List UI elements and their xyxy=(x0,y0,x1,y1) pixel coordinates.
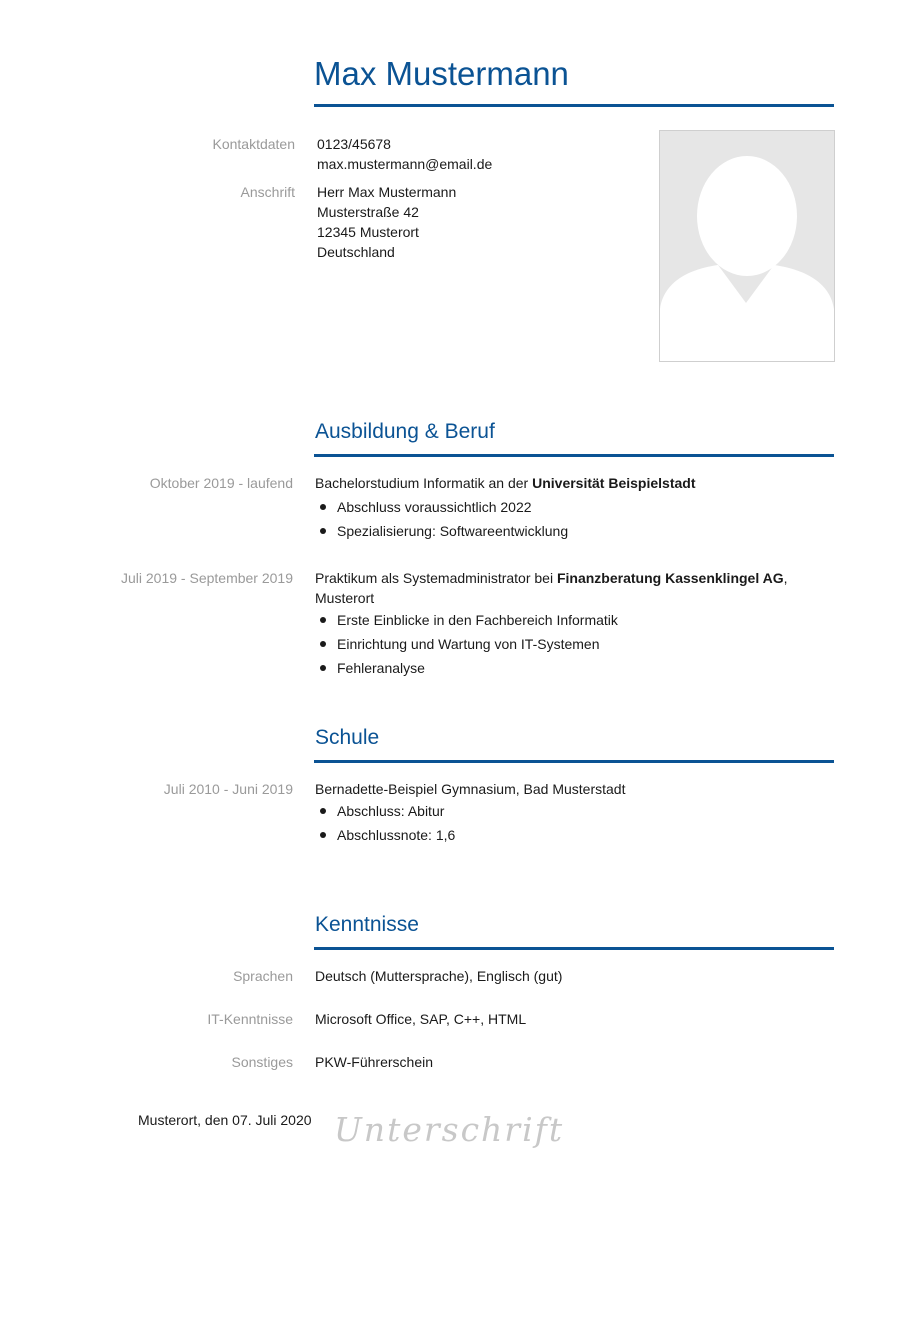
phone-number: 0123/45678 xyxy=(317,136,391,152)
entry-text: Bachelorstudium Informatik an der xyxy=(315,475,533,491)
skill-label: IT-Kenntnisse xyxy=(207,1011,293,1027)
entry-text-suffix: , xyxy=(783,570,788,586)
section-title-skills: Kenntnisse xyxy=(315,913,419,936)
signature: Unterschrift xyxy=(334,1110,565,1149)
entry-date: Oktober 2019 - laufend xyxy=(149,475,293,491)
entry-text: Praktikum als Systemadministrator bei xyxy=(315,570,557,586)
list-item: Abschluss: Abitur xyxy=(315,799,625,823)
section-divider xyxy=(314,760,834,763)
education-entry xyxy=(315,568,788,680)
section-title-education: Ausbildung & Beruf xyxy=(315,420,495,443)
section-title-school: Schule xyxy=(315,726,380,749)
entry-date: Juli 2019 - September 2019 xyxy=(121,570,293,586)
skill-label: Sonstiges xyxy=(231,1054,293,1070)
entry-date: Juli 2010 - Juni 2019 xyxy=(163,781,293,797)
skill-label: Sprachen xyxy=(233,968,293,984)
list-item: Erste Einblicke in den Fachbereich Informatik xyxy=(315,608,788,632)
skill-value: Deutsch (Muttersprache), Englisch (gut) xyxy=(315,968,563,984)
place-date: Musterort, den 07. Juli 2020 xyxy=(138,1112,312,1128)
company-name: Finanzberatung Kassenklingel AG xyxy=(556,570,784,586)
entry-description xyxy=(315,568,788,588)
profile-photo xyxy=(659,130,835,362)
address-line: Herr Max Mustermann xyxy=(317,184,457,200)
entry-description: Bernadette-Beispiel Gymnasium, Bad Musterstadt xyxy=(315,781,626,797)
list-item: Einrichtung und Wartung von IT-Systemen xyxy=(315,632,788,656)
contact-block xyxy=(317,134,492,174)
title-divider xyxy=(314,104,834,107)
address-block xyxy=(317,182,456,262)
email-address: max.mustermann@email.de xyxy=(317,156,493,172)
entry-location: Musterort xyxy=(315,590,375,606)
entry-bullets xyxy=(315,608,788,680)
address-label: Anschrift xyxy=(240,184,295,200)
entry-bullets xyxy=(315,495,696,543)
list-item: Abschluss voraussichtlich 2022 xyxy=(315,495,696,519)
list-item: Spezialisierung: Softwareentwicklung xyxy=(315,519,696,543)
address-line: 12345 Musterort xyxy=(317,224,419,240)
entry-description xyxy=(315,473,696,493)
skill-value: Microsoft Office, SAP, C++, HTML xyxy=(315,1011,527,1027)
skill-value: PKW-Führerschein xyxy=(315,1054,434,1070)
institution-name: Universität Beispielstadt xyxy=(532,475,696,491)
person-silhouette-icon xyxy=(660,131,834,361)
entry-bullets xyxy=(315,799,625,847)
contact-label: Kontaktdaten xyxy=(212,136,295,152)
address-line: Deutschland xyxy=(317,244,395,260)
list-item: Fehleranalyse xyxy=(315,656,788,680)
school-entry xyxy=(315,779,625,847)
address-line: Musterstraße 42 xyxy=(317,204,419,220)
list-item: Abschlussnote: 1,6 xyxy=(315,823,625,847)
section-divider xyxy=(314,454,834,457)
page-title: Max Mustermann xyxy=(314,55,569,92)
section-divider xyxy=(314,947,834,950)
education-entry xyxy=(315,473,696,543)
